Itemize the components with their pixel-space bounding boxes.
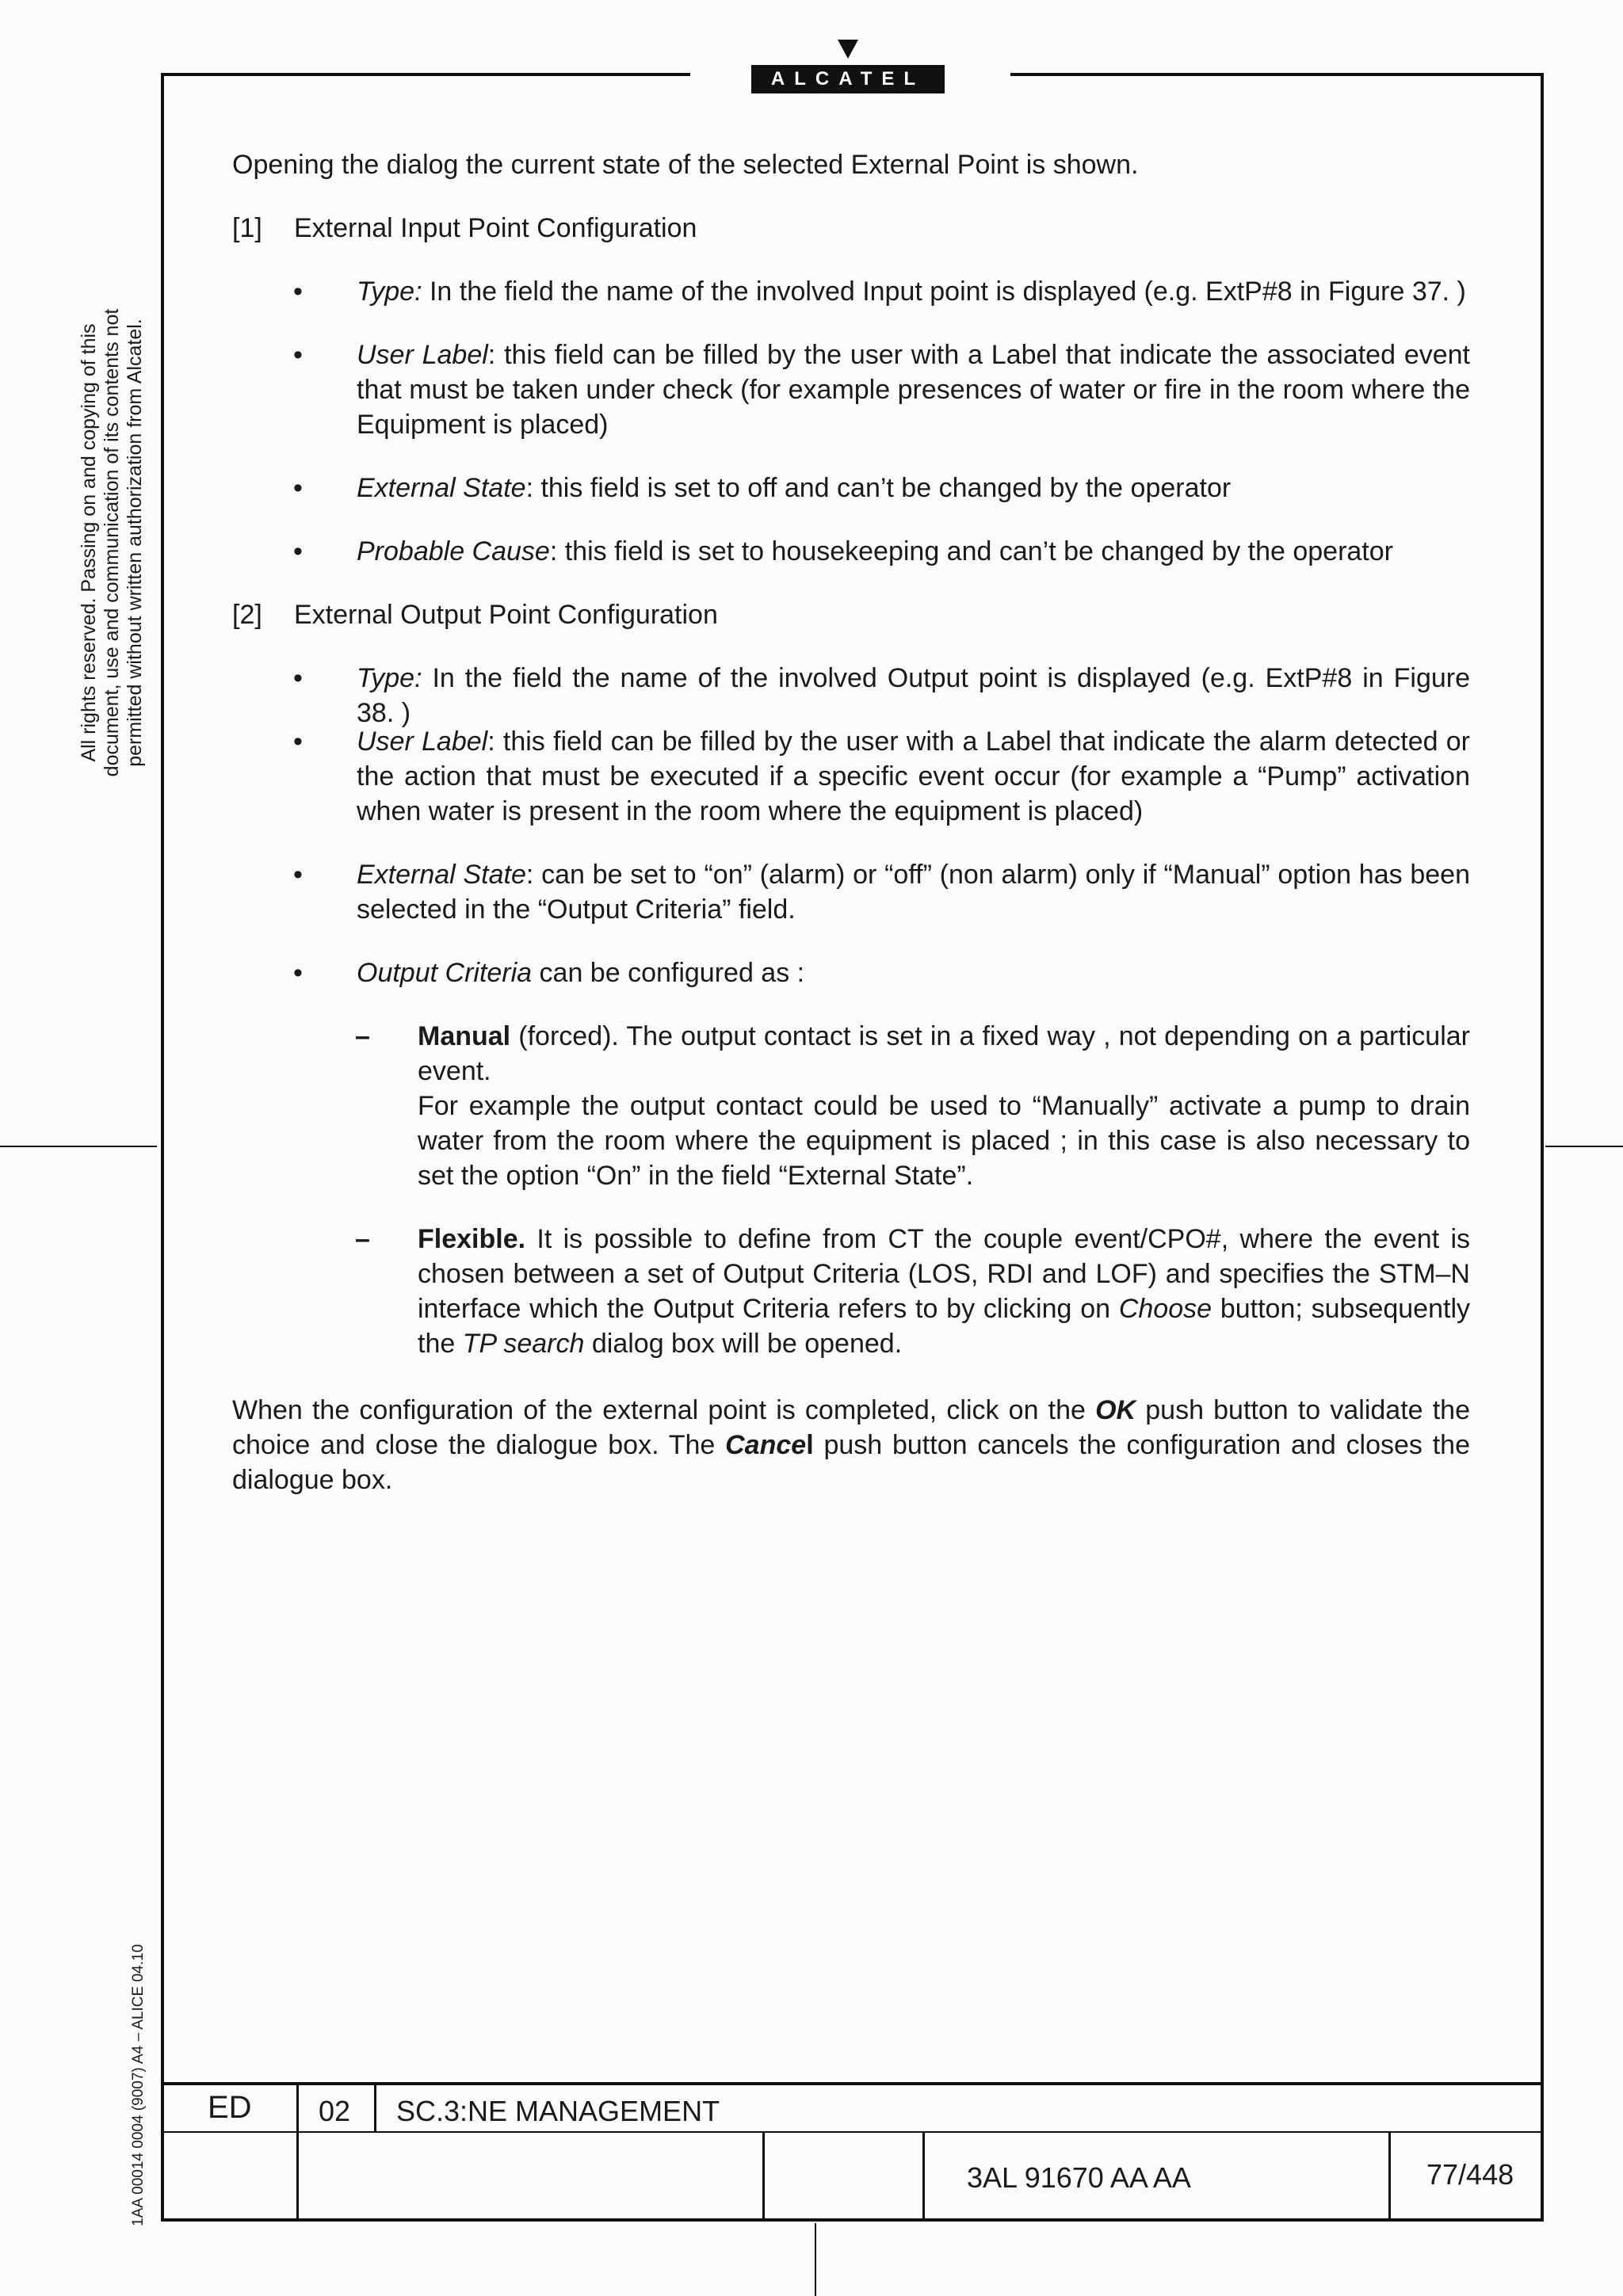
- bullet-marker: •: [293, 536, 303, 566]
- section-2-title: External Output Point Configuration: [294, 600, 718, 630]
- footer-divider: [922, 2131, 925, 2220]
- text: : this field is set to housekeeping and can’t be changed by the operator: [549, 536, 1393, 566]
- text: push button to validate the choice and close the dialogue box. The: [232, 1395, 1470, 1460]
- section-1-number: [1]: [232, 213, 262, 243]
- s1-bullet-probable-cause: [357, 534, 1470, 569]
- ok-term: OK: [1095, 1395, 1136, 1425]
- alcatel-logo-mark: [838, 40, 858, 59]
- term: User Label: [357, 727, 488, 757]
- footer-divider: [296, 2082, 299, 2220]
- text: dialog box will be opened.: [584, 1329, 903, 1359]
- s2-bullet-user-label: [357, 724, 1470, 829]
- bullet-marker: •: [293, 277, 303, 307]
- term: Probable Cause: [357, 536, 550, 566]
- term: External State: [357, 473, 526, 503]
- frame-bottom: [161, 2218, 1544, 2222]
- footer-page: 77/448: [1426, 2158, 1514, 2191]
- text: In the field the name of the involved Output point is displayed (e.g. ExtP#8 in Figure 38. ): [357, 663, 1470, 728]
- footer-ed-label: ED: [208, 2090, 252, 2125]
- intro-paragraph: Opening the dialog the current state of the selected External Point is shown.: [232, 150, 1139, 180]
- term: External State: [357, 860, 526, 890]
- dash-manual-example: For example the output contact could be used to “Manually” activate a pump to drain water from the room where the equipment is placed ; in this case is also necessary to set the option “On” in the field “External State”.: [418, 1091, 1470, 1191]
- text: : can be set to “on” (alarm) or “off” (non alarm) only if “Manual” option has been selected in the “Output Criteria” field.: [357, 860, 1470, 925]
- dash-flexible: [418, 1222, 1470, 1361]
- s2-bullet-type: [357, 661, 1470, 730]
- footer-divider: [762, 2131, 765, 2220]
- rights-notice: All rights reserved. Passing on and copying of this document, use and communication of its contents not permitted without written authorization from Alcatel.: [78, 308, 146, 777]
- choose-term: Choose: [1118, 1294, 1212, 1324]
- s2-bullet-output-criteria: [357, 955, 1470, 990]
- section-2-number: [2]: [232, 600, 262, 630]
- footer-doc-code: 3AL 91670 AA AA: [967, 2161, 1191, 2194]
- frame-left: [161, 73, 164, 2222]
- term: Output Criteria: [357, 958, 533, 988]
- frame-top-right: [1010, 73, 1543, 76]
- s1-bullet-type: [357, 274, 1470, 309]
- fold-mark-bottom: [815, 2223, 816, 2296]
- term: Type:: [357, 277, 422, 307]
- s2-bullet-external-state: [357, 857, 1470, 927]
- bullet-marker: •: [293, 727, 303, 757]
- form-code: 1AA 00014 0004 (9007) A4 – ALICE 04.10: [130, 1943, 147, 2226]
- text: In the field the name of the involved Input point is displayed (e.g. ExtP#8 in Figure 37. ): [422, 277, 1466, 307]
- bullet-marker: •: [293, 473, 303, 503]
- text: (forced). The output contact is set in a fixed way , not depending on a particular event.: [418, 1021, 1470, 1086]
- text: : this field can be filled by the user with a Label that indicate the associated event that must be taken under check (for example presences of water or fire in the room where the Equipment is placed): [357, 340, 1470, 440]
- cancel-term: Cance: [725, 1430, 807, 1460]
- term: Manual: [418, 1021, 511, 1051]
- fold-mark-left: [0, 1146, 157, 1147]
- fold-mark-right: [1545, 1146, 1623, 1147]
- dash-marker: –: [355, 1224, 370, 1254]
- bullet-marker: •: [293, 860, 303, 890]
- text: : this field can be filled by the user with a Label that indicate the alarm detected or the action that must be executed if a specific event occur (for example a “Pump” activation when water is present in the room where the equipment is placed): [357, 727, 1471, 826]
- text: push button cancels the configuration and closes the dialogue box.: [232, 1430, 1470, 1495]
- term: Flexible.: [418, 1224, 526, 1254]
- bullet-marker: •: [293, 663, 303, 693]
- footer-top-line: [161, 2082, 1544, 2085]
- closing-paragraph: [232, 1393, 1470, 1497]
- dash-manual: [418, 1019, 1470, 1089]
- footer-mid-line: [161, 2131, 1544, 2133]
- text: It is possible to define from CT the couple event/CPO#, where the event is chosen between a set of Output Criteria (LOS, RDI and LOF) and specifies the STM–N interface which the Output Criteria refers to by clicking on: [418, 1224, 1470, 1324]
- frame-top-left: [161, 73, 690, 76]
- text: When the configuration of the external point is completed, click on the: [232, 1395, 1096, 1425]
- text: button; subsequently the: [418, 1294, 1470, 1359]
- footer-divider: [1388, 2131, 1391, 2220]
- dash-marker: –: [355, 1021, 370, 1051]
- text: can be configured as :: [532, 958, 805, 988]
- alcatel-logo: ALCATEL: [751, 65, 945, 93]
- term: User Label: [357, 340, 488, 370]
- bullet-marker: •: [293, 958, 303, 988]
- footer-section: SC.3:NE MANAGEMENT: [396, 2095, 720, 2127]
- footer-ed-value: 02: [319, 2095, 351, 2127]
- term: Type:: [357, 663, 422, 693]
- cancel-term-tail: l: [806, 1430, 814, 1460]
- frame-right: [1541, 73, 1544, 2222]
- s1-bullet-user-label: [357, 338, 1470, 442]
- s1-bullet-external-state: [357, 471, 1470, 505]
- tp-search-term: TP search: [462, 1329, 585, 1359]
- section-1-title: External Input Point Configuration: [294, 213, 697, 243]
- text: : this field is set to off and can’t be changed by the operator: [525, 473, 1232, 503]
- bullet-marker: •: [293, 340, 303, 370]
- footer-divider: [374, 2082, 376, 2131]
